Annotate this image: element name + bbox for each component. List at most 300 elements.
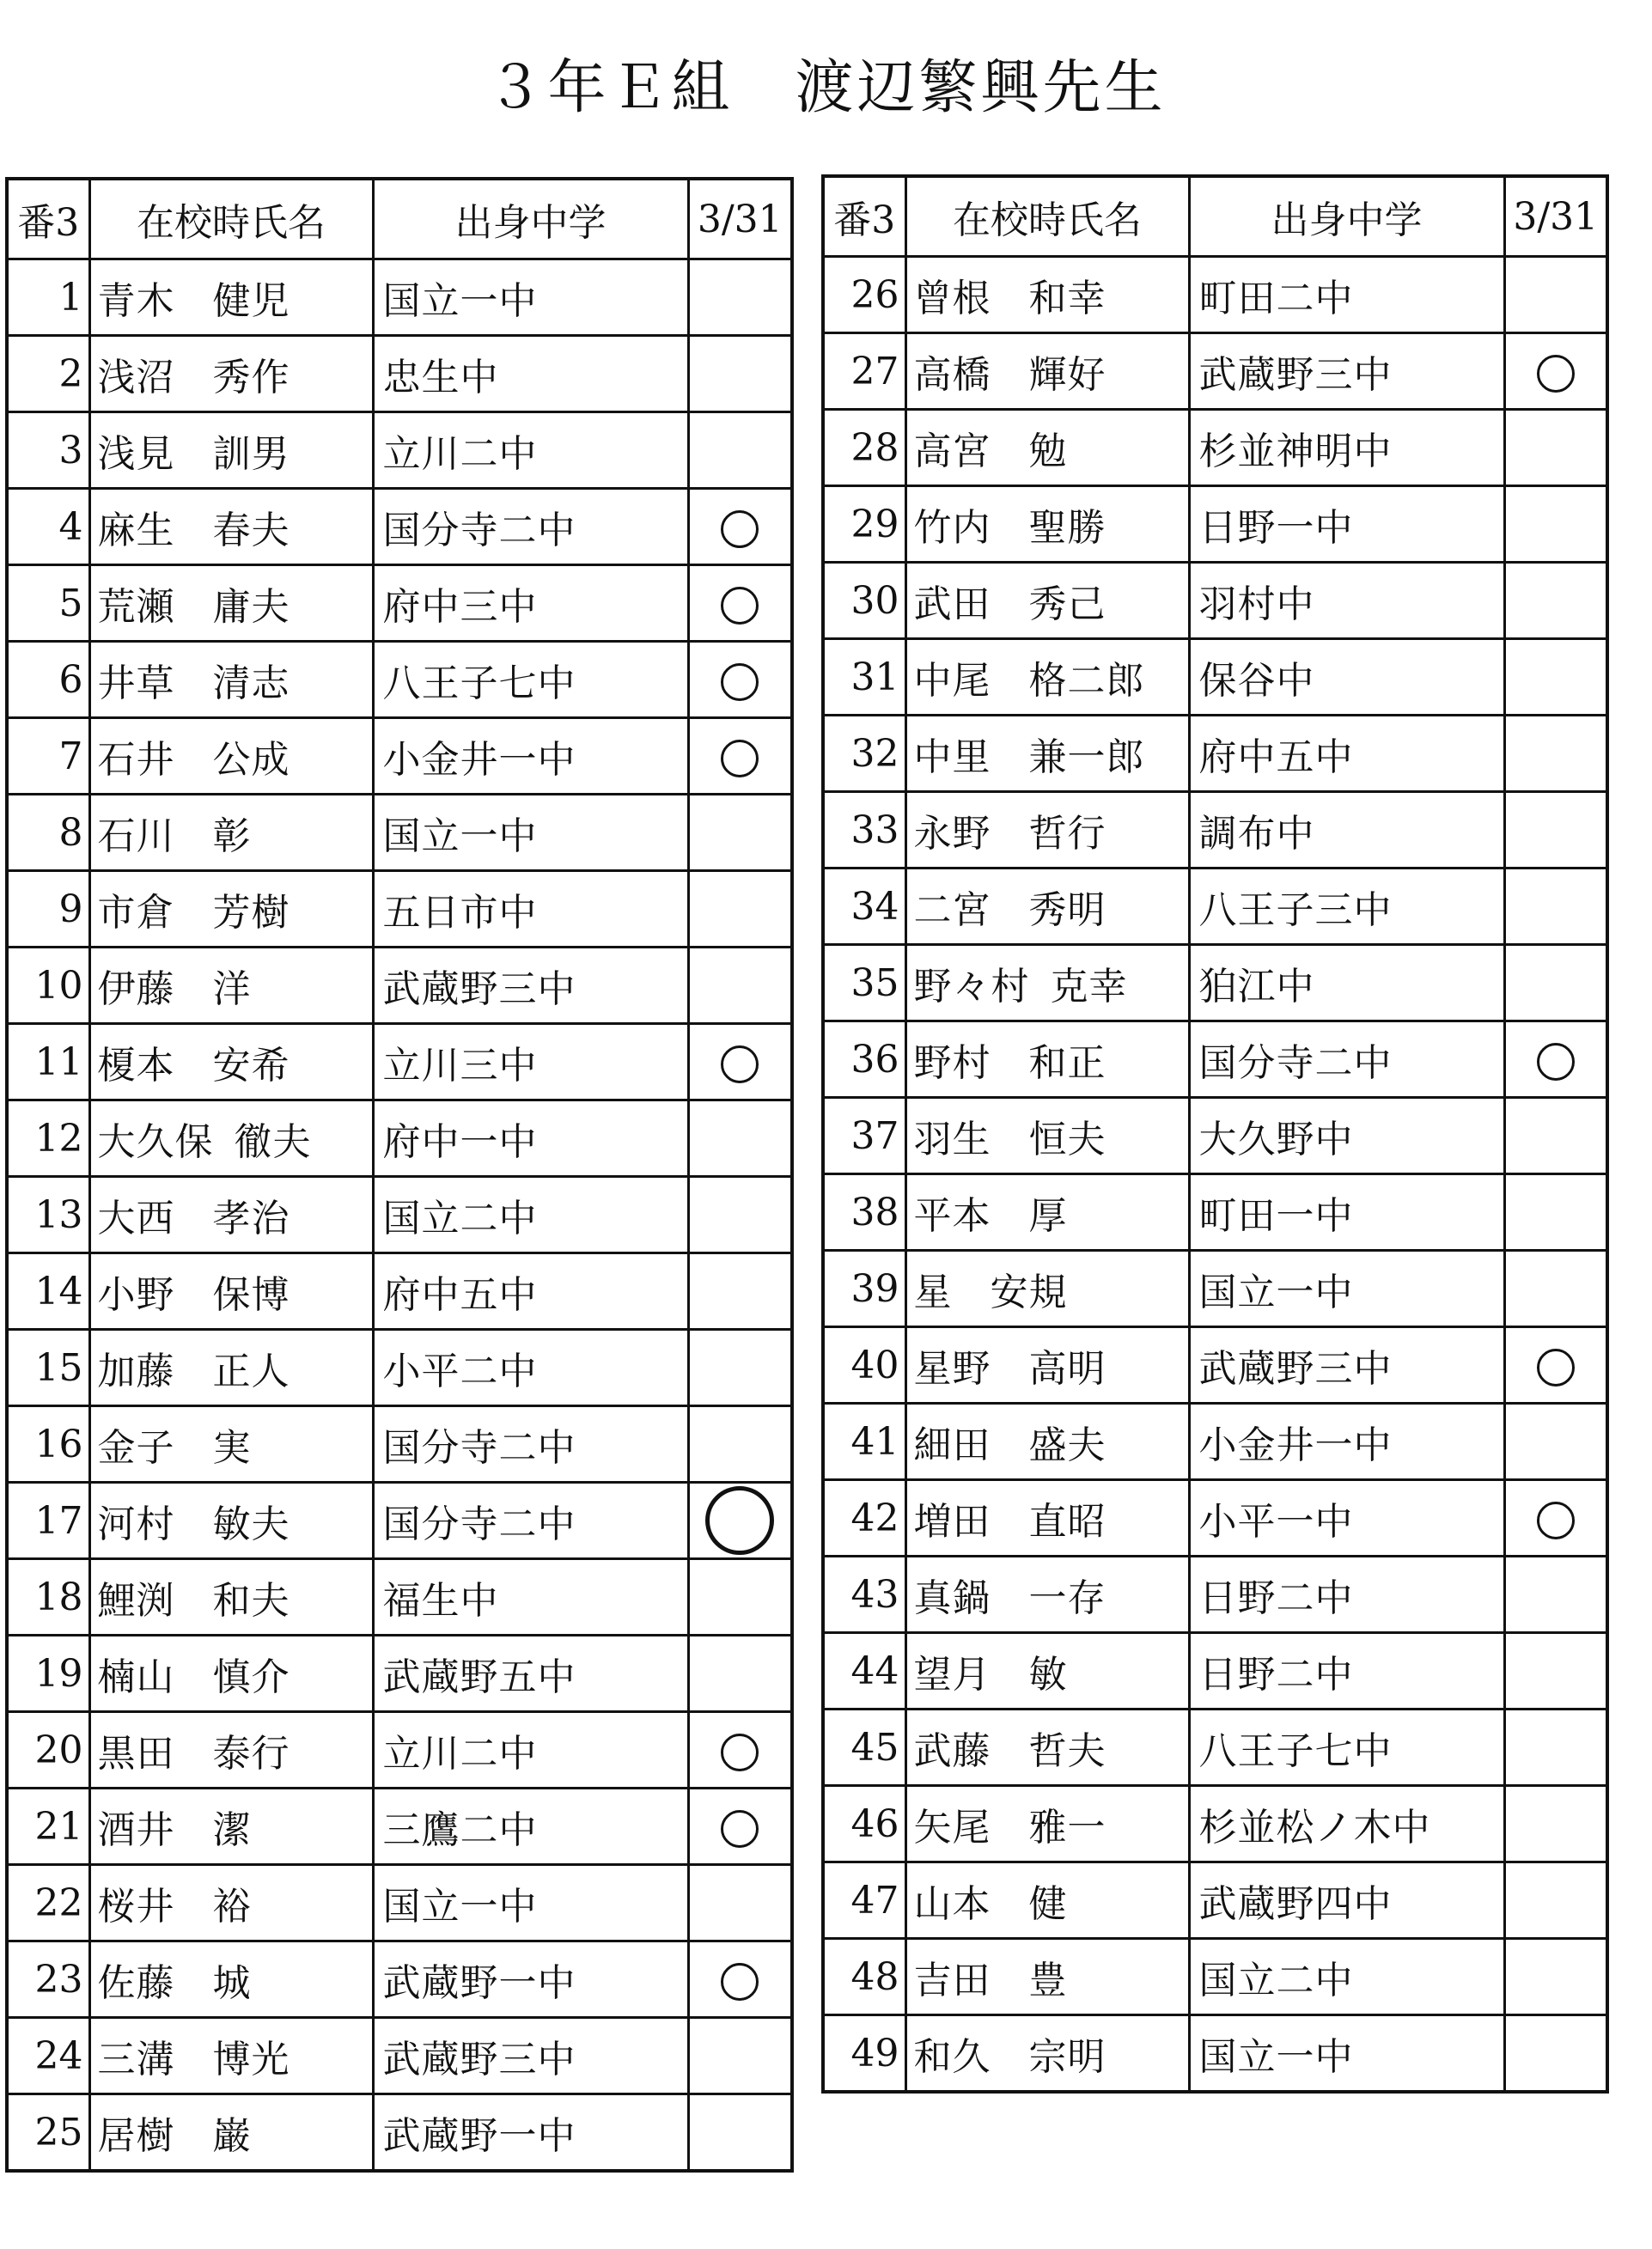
middle-school: 八王子七中 [373, 642, 688, 718]
given-name: 輝好 [1028, 353, 1106, 397]
table-row [7, 2094, 792, 2172]
student-name [89, 1636, 373, 1712]
middle-school: 三鷹二中 [373, 1789, 688, 1865]
family-name: 野村 [913, 1041, 991, 1085]
page-title: ３年Ｅ組 渡辺繁興先生 [485, 54, 1167, 122]
student-number: 27 [823, 333, 905, 410]
given-name: 健児 [212, 279, 290, 323]
middle-school: 小平一中 [1189, 1480, 1504, 1557]
given-name: 秀己 [1028, 582, 1106, 626]
student-name [905, 1557, 1189, 1633]
student-name [905, 333, 1189, 410]
number-header: 番3 [7, 179, 89, 259]
student-number: 5 [7, 565, 89, 642]
student-name [89, 1024, 373, 1100]
table-row [823, 639, 1607, 716]
student-number: 8 [7, 795, 89, 871]
attendance-cell [1504, 639, 1607, 716]
student-number: 15 [7, 1330, 89, 1406]
student-number: 34 [823, 869, 905, 945]
family-name: 麻生 [97, 509, 175, 552]
student-name [905, 1021, 1189, 1098]
attendance-cell [688, 1406, 792, 1483]
given-name: 盛夫 [1028, 1423, 1106, 1467]
table-row [823, 1710, 1607, 1786]
student-number: 23 [7, 1941, 89, 2018]
given-name: 保博 [212, 1273, 290, 1317]
family-name: 三溝 [97, 2038, 175, 2081]
given-name: 豊 [1028, 1959, 1068, 2002]
student-number: 11 [7, 1024, 89, 1100]
student-number: 35 [823, 945, 905, 1021]
table-row [7, 948, 792, 1024]
student-name [89, 1789, 373, 1865]
student-number: 21 [7, 1789, 89, 1865]
attendance-mark [721, 1810, 759, 1848]
attendance-cell [1504, 2015, 1607, 2093]
family-name: 中尾 [913, 659, 991, 703]
given-name: 訓男 [212, 432, 290, 476]
family-name: 星 [913, 1271, 953, 1314]
family-name: 二宮 [913, 888, 991, 932]
attendance-cell [688, 1253, 792, 1330]
attendance-cell [688, 2094, 792, 2172]
student-number: 47 [823, 1862, 905, 1939]
family-name: 荒瀬 [97, 585, 175, 629]
student-name [905, 1633, 1189, 1710]
given-name: 格二郎 [1028, 659, 1145, 703]
student-name [89, 1559, 373, 1636]
attendance-cell [1504, 1786, 1607, 1862]
attendance-cell [1504, 333, 1607, 410]
student-number: 31 [823, 639, 905, 716]
student-number: 43 [823, 1557, 905, 1633]
middle-school: 小平二中 [373, 1330, 688, 1406]
table-row [823, 792, 1607, 869]
family-name: 永野 [913, 812, 991, 856]
middle-school: 調布中 [1189, 792, 1504, 869]
given-name: 慎介 [212, 1655, 290, 1699]
student-name [905, 1480, 1189, 1557]
family-name: 野々村 [913, 965, 1030, 1009]
table-row [823, 869, 1607, 945]
student-number: 37 [823, 1098, 905, 1174]
attendance-cell [688, 1024, 792, 1100]
attendance-mark [721, 587, 759, 625]
student-number: 17 [7, 1483, 89, 1559]
given-name: 秀明 [1028, 888, 1106, 932]
student-name [89, 718, 373, 795]
middle-school: 府中五中 [373, 1253, 688, 1330]
table-row [823, 1862, 1607, 1939]
family-name: 真鍋 [913, 1576, 991, 1620]
family-name: 河村 [97, 1502, 175, 1546]
student-name [905, 639, 1189, 716]
attendance-cell [688, 412, 792, 489]
given-name: 直昭 [1028, 1500, 1106, 1544]
student-number: 18 [7, 1559, 89, 1636]
student-name [89, 565, 373, 642]
student-name [905, 1404, 1189, 1480]
table-row [7, 1100, 792, 1177]
student-name [905, 1939, 1189, 2015]
family-name: 増田 [913, 1500, 991, 1544]
student-name [905, 716, 1189, 792]
family-name: 加藤 [97, 1350, 175, 1393]
name-header: 在校時氏名 [89, 179, 373, 259]
table-row [823, 563, 1607, 639]
attendance-cell [688, 565, 792, 642]
family-name: 鯉渕 [97, 1579, 175, 1623]
student-name [89, 1330, 373, 1406]
family-name: 石井 [97, 738, 175, 782]
student-name [905, 1862, 1189, 1939]
family-name: 青木 [97, 279, 175, 323]
student-name [905, 792, 1189, 869]
table-row [7, 1789, 792, 1865]
family-name: 石川 [97, 814, 175, 858]
table-row [823, 1404, 1607, 1480]
student-name [89, 1712, 373, 1789]
student-number: 28 [823, 410, 905, 486]
roster-body-right [823, 257, 1607, 2093]
middle-school: 武蔵野三中 [1189, 333, 1504, 410]
table-row [823, 1174, 1607, 1251]
attendance-cell [1504, 410, 1607, 486]
middle-school: 杉並神明中 [1189, 410, 1504, 486]
middle-school: 日野二中 [1189, 1633, 1504, 1710]
attendance-mark [721, 1734, 759, 1771]
student-number: 32 [823, 716, 905, 792]
family-name: 武藤 [913, 1729, 991, 1773]
attendance-cell [688, 1483, 792, 1559]
given-name: 敏 [1028, 1653, 1068, 1697]
family-name: 小野 [97, 1273, 175, 1317]
attendance-cell [688, 489, 792, 565]
attendance-cell [688, 1177, 792, 1253]
family-name: 市倉 [97, 891, 175, 935]
family-name: 竹内 [913, 506, 991, 550]
table-row [823, 1021, 1607, 1098]
given-name: 健 [1028, 1882, 1068, 1926]
given-name: 裕 [212, 1885, 252, 1929]
attendance-cell [1504, 1710, 1607, 1786]
attendance-cell [688, 1941, 792, 2018]
middle-school: 保谷中 [1189, 639, 1504, 716]
family-name: 吉田 [913, 1959, 991, 2002]
attendance-cell [1504, 257, 1607, 333]
family-name: 黒田 [97, 1732, 175, 1776]
table-row [7, 1024, 792, 1100]
family-name: 武田 [913, 582, 991, 626]
middle-school: 日野二中 [1189, 1557, 1504, 1633]
family-name: 大久保 [97, 1120, 214, 1164]
given-name: 洋 [212, 967, 252, 1011]
table-row [7, 1330, 792, 1406]
attendance-mark [1537, 1043, 1575, 1081]
middle-school: 武蔵野三中 [373, 948, 688, 1024]
table-row [7, 1941, 792, 2018]
student-number: 39 [823, 1251, 905, 1327]
table-row [823, 1557, 1607, 1633]
date-header: 3/31 [688, 179, 792, 259]
given-name: 恒夫 [1028, 1118, 1106, 1161]
middle-school: 国分寺二中 [373, 489, 688, 565]
table-row [823, 486, 1607, 563]
header-row [823, 176, 1607, 257]
family-name: 佐藤 [97, 1961, 175, 2005]
attendance-cell [688, 1865, 792, 1941]
middle-school: 立川三中 [373, 1024, 688, 1100]
roster-body-left [7, 259, 792, 2172]
given-name: 勉 [1028, 430, 1068, 473]
middle-school: 武蔵野三中 [1189, 1327, 1504, 1404]
given-name: 徹夫 [234, 1120, 312, 1164]
student-name [89, 795, 373, 871]
attendance-mark [1537, 1349, 1575, 1387]
school-header: 出身中学 [373, 179, 688, 259]
table-row [7, 1177, 792, 1253]
middle-school: 国分寺二中 [1189, 1021, 1504, 1098]
student-number: 2 [7, 336, 89, 412]
family-name: 曾根 [913, 277, 991, 320]
school-header: 出身中学 [1189, 176, 1504, 257]
table-row [823, 716, 1607, 792]
middle-school: 八王子七中 [1189, 1710, 1504, 1786]
middle-school: 国分寺二中 [373, 1483, 688, 1559]
attendance-mark [721, 740, 759, 777]
attendance-cell [1504, 792, 1607, 869]
student-number: 4 [7, 489, 89, 565]
student-name [89, 489, 373, 565]
family-name: 高宮 [913, 430, 991, 473]
student-number: 7 [7, 718, 89, 795]
attendance-cell [688, 2018, 792, 2094]
family-name: 酒井 [97, 1808, 175, 1852]
middle-school: 国立二中 [1189, 1939, 1504, 2015]
student-name [89, 1483, 373, 1559]
date-header: 3/31 [1504, 176, 1607, 257]
middle-school: 国立二中 [373, 1177, 688, 1253]
middle-school: 大久野中 [1189, 1098, 1504, 1174]
attendance-cell [1504, 1862, 1607, 1939]
attendance-mark [721, 510, 759, 548]
student-number: 36 [823, 1021, 905, 1098]
family-name: 桜井 [97, 1885, 175, 1929]
student-name [905, 1786, 1189, 1862]
middle-school: 武蔵野五中 [373, 1636, 688, 1712]
middle-school: 府中三中 [373, 565, 688, 642]
table-row [7, 1406, 792, 1483]
student-number: 9 [7, 871, 89, 948]
student-number: 44 [823, 1633, 905, 1710]
student-number: 46 [823, 1786, 905, 1862]
attendance-cell [688, 795, 792, 871]
student-number: 42 [823, 1480, 905, 1557]
middle-school: 府中五中 [1189, 716, 1504, 792]
given-name: 泰行 [212, 1732, 290, 1776]
attendance-cell [1504, 1251, 1607, 1327]
table-row [7, 565, 792, 642]
student-number: 33 [823, 792, 905, 869]
given-name: 和正 [1028, 1041, 1106, 1085]
given-name: 安規 [990, 1271, 1068, 1314]
middle-school: 町田二中 [1189, 257, 1504, 333]
attendance-cell [688, 336, 792, 412]
family-name: 望月 [913, 1653, 991, 1697]
family-name: 和久 [913, 2035, 991, 2079]
student-number: 19 [7, 1636, 89, 1712]
family-name: 居樹 [97, 2114, 175, 2158]
given-name: 和夫 [212, 1579, 290, 1623]
attendance-mark [1537, 1502, 1575, 1539]
table-row [7, 259, 792, 336]
given-name: 彰 [212, 814, 252, 858]
family-name: 伊藤 [97, 967, 175, 1011]
table-row [823, 1098, 1607, 1174]
attendance-cell [688, 1789, 792, 1865]
attendance-cell [1504, 1021, 1607, 1098]
middle-school: 福生中 [373, 1559, 688, 1636]
student-name [89, 1253, 373, 1330]
table-row [7, 795, 792, 871]
family-name: 羽生 [913, 1118, 991, 1161]
student-number: 13 [7, 1177, 89, 1253]
student-number: 14 [7, 1253, 89, 1330]
table-row [7, 1712, 792, 1789]
given-name: 庸夫 [212, 585, 290, 629]
attendance-mark [721, 663, 759, 701]
given-name: 春夫 [212, 509, 290, 552]
student-name [905, 257, 1189, 333]
student-name [89, 1406, 373, 1483]
middle-school: 国立一中 [373, 259, 688, 336]
middle-school: 府中一中 [373, 1100, 688, 1177]
attendance-cell [1504, 1557, 1607, 1633]
attendance-cell [688, 1330, 792, 1406]
attendance-cell [1504, 869, 1607, 945]
middle-school: 武蔵野三中 [373, 2018, 688, 2094]
middle-school: 八王子三中 [1189, 869, 1504, 945]
attendance-cell [688, 259, 792, 336]
middle-school: 狛江中 [1189, 945, 1504, 1021]
table-row [823, 1327, 1607, 1404]
attendance-cell [1504, 486, 1607, 563]
attendance-cell [1504, 1174, 1607, 1251]
middle-school: 立川二中 [373, 1712, 688, 1789]
table-row [823, 333, 1607, 410]
middle-school: 杉並松ノ木中 [1189, 1786, 1504, 1862]
student-name [905, 486, 1189, 563]
student-name [905, 563, 1189, 639]
student-number: 10 [7, 948, 89, 1024]
middle-school: 羽村中 [1189, 563, 1504, 639]
student-number: 12 [7, 1100, 89, 1177]
given-name: 安希 [212, 1044, 290, 1088]
student-name [905, 1098, 1189, 1174]
student-number: 49 [823, 2015, 905, 2093]
attendance-cell [1504, 1633, 1607, 1710]
student-name [89, 948, 373, 1024]
student-name [905, 1710, 1189, 1786]
table-row [7, 1483, 792, 1559]
attendance-cell [1504, 1327, 1607, 1404]
attendance-cell [1504, 1098, 1607, 1174]
student-number: 22 [7, 1865, 89, 1941]
middle-school: 立川二中 [373, 412, 688, 489]
given-name: 雅一 [1028, 1806, 1106, 1850]
given-name: 公成 [212, 738, 290, 782]
student-number: 6 [7, 642, 89, 718]
attendance-cell [688, 1636, 792, 1712]
family-name: 平本 [913, 1194, 991, 1238]
given-name: 芳樹 [212, 891, 290, 935]
given-name: 城 [212, 1961, 252, 2005]
attendance-mark [721, 1963, 759, 2001]
table-row [823, 945, 1607, 1021]
attendance-cell [688, 1712, 792, 1789]
middle-school: 国分寺二中 [373, 1406, 688, 1483]
student-name [89, 642, 373, 718]
attendance-cell [1504, 563, 1607, 639]
given-name: 兼一郎 [1028, 735, 1145, 779]
table-row [823, 1480, 1607, 1557]
student-number: 1 [7, 259, 89, 336]
family-name: 山本 [913, 1882, 991, 1926]
given-name: 実 [212, 1426, 252, 1470]
student-name [89, 412, 373, 489]
attendance-cell [688, 871, 792, 948]
table-row [823, 1939, 1607, 2015]
family-name: 中里 [913, 735, 991, 779]
middle-school: 国立一中 [1189, 2015, 1504, 2093]
header-row [7, 179, 792, 259]
table-row [7, 1253, 792, 1330]
table-row [7, 489, 792, 565]
student-name [905, 2015, 1189, 2093]
middle-school: 小金井一中 [1189, 1404, 1504, 1480]
table-row [823, 257, 1607, 333]
middle-school: 国立一中 [373, 795, 688, 871]
middle-school: 忠生中 [373, 336, 688, 412]
given-name: 哲行 [1028, 812, 1106, 856]
number-header: 番3 [823, 176, 905, 257]
given-name: 博光 [212, 2038, 290, 2081]
family-name: 金子 [97, 1426, 175, 1470]
given-name: 秀作 [212, 356, 290, 399]
student-name [89, 1941, 373, 2018]
given-name: 哲夫 [1028, 1729, 1106, 1773]
family-name: 井草 [97, 661, 175, 705]
table-row [7, 412, 792, 489]
middle-school: 小金井一中 [373, 718, 688, 795]
attendance-mark [1537, 355, 1575, 393]
attendance-cell [1504, 945, 1607, 1021]
middle-school: 武蔵野一中 [373, 2094, 688, 2172]
table-row [7, 1636, 792, 1712]
student-name [89, 871, 373, 948]
table-row [823, 2015, 1607, 2093]
student-name [905, 1251, 1189, 1327]
student-number: 45 [823, 1710, 905, 1786]
attendance-cell [688, 642, 792, 718]
student-name [89, 336, 373, 412]
given-name: 和幸 [1028, 277, 1106, 320]
student-number: 20 [7, 1712, 89, 1789]
family-name: 星野 [913, 1347, 991, 1391]
student-number: 40 [823, 1327, 905, 1404]
middle-school: 武蔵野四中 [1189, 1862, 1504, 1939]
